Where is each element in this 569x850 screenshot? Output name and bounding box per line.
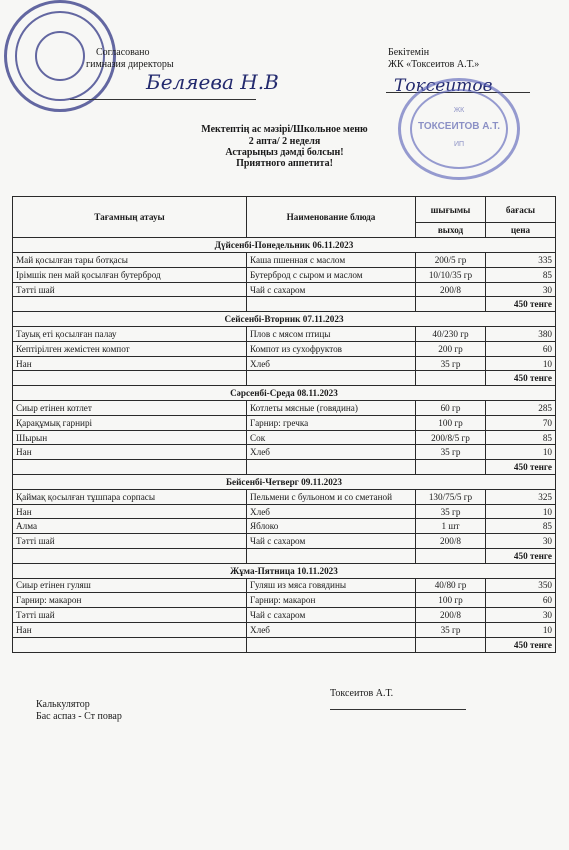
day-total-row — [13, 637, 556, 652]
approval-right-subtitle: ЖК «Токсеитов А.Т.» — [388, 59, 480, 70]
empty-cell — [416, 371, 486, 386]
dish-price: 60 — [486, 593, 556, 608]
dish-name-kz: Сиыр етінен гуляш — [13, 578, 247, 593]
dish-output: 200/8/5 гр — [416, 430, 486, 445]
dish-name-ru: Сок — [247, 430, 416, 445]
approval-left-subtitle: гимназия директоры — [86, 59, 174, 70]
menu-table — [12, 196, 556, 653]
table-row — [13, 593, 556, 608]
dish-price: 10 — [486, 356, 556, 371]
dish-name-ru: Хлеб — [247, 445, 416, 460]
day-header-row — [13, 238, 556, 253]
dish-output: 100 гр — [416, 415, 486, 430]
table-row — [13, 608, 556, 623]
dish-name-ru: Гарнир: гречка — [247, 415, 416, 430]
day-total: 450 тенге — [486, 460, 556, 475]
empty-cell — [416, 460, 486, 475]
stamp-top-text: ЖК — [453, 107, 465, 114]
right-signature: Токсеитов — [394, 76, 493, 96]
empty-cell — [247, 460, 416, 475]
greeting-kz: Астарыңыз дәмді болсын! — [225, 147, 344, 158]
dish-output: 1 шт — [416, 519, 486, 534]
dish-price: 85 — [486, 519, 556, 534]
dish-output: 100 гр — [416, 593, 486, 608]
dish-name-ru: Яблоко — [247, 519, 416, 534]
table-row — [13, 489, 556, 504]
dish-name-kz: Тәтті шай — [13, 608, 247, 623]
dish-price: 85 — [486, 267, 556, 282]
dish-name-ru: Компот из сухофруктов — [247, 341, 416, 356]
greeting-ru: Приятного аппетита! — [236, 158, 333, 169]
dish-output: 130/75/5 гр — [416, 489, 486, 504]
dish-name-ru: Пельмени с бульоном и со сметаной — [247, 489, 416, 504]
dish-price: 325 — [486, 489, 556, 504]
table-row — [13, 534, 556, 549]
header-kz-name: Тағамның атауы — [13, 197, 247, 238]
table-header-row — [13, 197, 556, 223]
day-label: Бейсенбі-Четверг 09.11.2023 — [13, 475, 556, 490]
table-row — [13, 401, 556, 416]
dish-name-kz: Қарақұмық гарнирі — [13, 415, 247, 430]
empty-cell — [13, 297, 247, 312]
dish-name-ru: Каша пшенная с маслом — [247, 253, 416, 268]
day-header-row — [13, 386, 556, 401]
dish-name-kz: Нан — [13, 445, 247, 460]
dish-name-kz: Алма — [13, 519, 247, 534]
dish-output: 200/8 — [416, 608, 486, 623]
dish-name-kz: Май қосылған тары ботқасы — [13, 253, 247, 268]
day-total: 450 тенге — [486, 371, 556, 386]
empty-cell — [13, 371, 247, 386]
dish-output: 35 гр — [416, 445, 486, 460]
day-total: 450 тенге — [486, 549, 556, 564]
dish-name-ru: Бутерброд с сыром и маслом — [247, 267, 416, 282]
header-price-ru: цена — [486, 223, 556, 238]
stamp-name: ТОКСЕИТОВ А.Т. — [417, 121, 501, 132]
dish-output: 200/5 гр — [416, 253, 486, 268]
dish-name-ru: Чай с сахаром — [247, 282, 416, 297]
empty-cell — [247, 637, 416, 652]
empty-cell — [247, 371, 416, 386]
table-row — [13, 445, 556, 460]
dish-price: 30 — [486, 608, 556, 623]
table-row — [13, 578, 556, 593]
day-header-row — [13, 312, 556, 327]
dish-name-kz: Тәтті шай — [13, 534, 247, 549]
dish-price: 30 — [486, 282, 556, 297]
footer-name: Токсеитов А.Т. — [330, 688, 394, 699]
footer-calculator: Калькулятор — [36, 699, 90, 710]
dish-name-kz: Нан — [13, 622, 247, 637]
day-total-row — [13, 460, 556, 475]
dish-name-kz: Тауық еті қосылған палау — [13, 327, 247, 342]
table-row — [13, 282, 556, 297]
table-row — [13, 253, 556, 268]
day-label: Сәрсенбі-Среда 08.11.2023 — [13, 386, 556, 401]
dish-name-kz: Сиыр етінен котлет — [13, 401, 247, 416]
day-total-row — [13, 371, 556, 386]
header-ru-name: Наименование блюда — [247, 197, 416, 238]
empty-cell — [247, 549, 416, 564]
dish-name-ru: Плов с мясом птицы — [247, 327, 416, 342]
day-label: Сейсенбі-Вторник 07.11.2023 — [13, 312, 556, 327]
dish-price: 335 — [486, 253, 556, 268]
empty-cell — [13, 549, 247, 564]
left-signature: Беляева Н.В — [146, 70, 279, 94]
dish-name-ru: Гуляш из мяса говядины — [247, 578, 416, 593]
dish-price: 350 — [486, 578, 556, 593]
header-price-kz: бағасы — [486, 197, 556, 223]
header-output-kz: шығымы — [416, 197, 486, 223]
dish-price: 10 — [486, 504, 556, 519]
table-row — [13, 327, 556, 342]
approval-left-title: Согласовано — [96, 47, 150, 58]
table-row — [13, 341, 556, 356]
dish-output: 40/230 гр — [416, 327, 486, 342]
day-header-row — [13, 563, 556, 578]
dish-price: 85 — [486, 430, 556, 445]
day-label: Дүйсенбі-Понедельник 06.11.2023 — [13, 238, 556, 253]
dish-output: 35 гр — [416, 504, 486, 519]
dish-output: 60 гр — [416, 401, 486, 416]
menu-table-body — [13, 197, 556, 653]
dish-name-ru: Хлеб — [247, 356, 416, 371]
dish-output: 40/80 гр — [416, 578, 486, 593]
menu-title: Мектептің ас мәзірі/Школьное меню — [201, 124, 368, 135]
dish-name-ru: Котлеты мясные (говядина) — [247, 401, 416, 416]
dish-name-kz: Кептірілген жемістен компот — [13, 341, 247, 356]
week-label: 2 апта/ 2 неделя — [248, 136, 321, 147]
table-row — [13, 356, 556, 371]
dish-output: 200 гр — [416, 341, 486, 356]
dish-name-kz: Тәтті шай — [13, 282, 247, 297]
dish-output: 200/8 — [416, 282, 486, 297]
dish-name-kz: Шырын — [13, 430, 247, 445]
day-total: 450 тенге — [486, 297, 556, 312]
dish-name-ru: Гарнир: макарон — [247, 593, 416, 608]
table-row — [13, 267, 556, 282]
empty-cell — [13, 460, 247, 475]
empty-cell — [13, 637, 247, 652]
day-header-row — [13, 475, 556, 490]
footer-chef: Бас аспаз - Ст повар — [36, 711, 122, 722]
table-row — [13, 519, 556, 534]
dish-name-kz: Қаймақ қосылған тұшпара сорпасы — [13, 489, 247, 504]
empty-cell — [416, 637, 486, 652]
dish-name-ru: Чай с сахаром — [247, 534, 416, 549]
dish-output: 10/10/35 гр — [416, 267, 486, 282]
dish-output: 200/8 — [416, 534, 486, 549]
empty-cell — [247, 297, 416, 312]
table-row — [13, 622, 556, 637]
stamp-bottom-text: ИП — [453, 141, 465, 148]
dish-name-ru: Хлеб — [247, 622, 416, 637]
day-total-row — [13, 549, 556, 564]
footer-signature-line — [330, 709, 466, 710]
empty-cell — [416, 549, 486, 564]
dish-name-kz: Нан — [13, 356, 247, 371]
day-total: 450 тенге — [486, 637, 556, 652]
dish-price: 285 — [486, 401, 556, 416]
day-total-row — [13, 297, 556, 312]
dish-name-kz: Ірімшік пен май қосылған бутерброд — [13, 267, 247, 282]
dish-price: 60 — [486, 341, 556, 356]
dish-price: 10 — [486, 622, 556, 637]
dish-price: 70 — [486, 415, 556, 430]
dish-price: 10 — [486, 445, 556, 460]
left-signature-line — [70, 99, 256, 100]
table-row — [13, 430, 556, 445]
dish-name-kz: Нан — [13, 504, 247, 519]
dish-output: 35 гр — [416, 356, 486, 371]
day-label: Жұма-Пятница 10.11.2023 — [13, 563, 556, 578]
dish-name-ru: Чай с сахаром — [247, 608, 416, 623]
table-row — [13, 415, 556, 430]
approval-right-title: Бекітемін — [388, 47, 430, 58]
dish-output: 35 гр — [416, 622, 486, 637]
dish-name-ru: Хлеб — [247, 504, 416, 519]
dish-price: 380 — [486, 327, 556, 342]
dish-name-kz: Гарнир: макарон — [13, 593, 247, 608]
header-output-ru: выход — [416, 223, 486, 238]
table-row — [13, 504, 556, 519]
dish-price: 30 — [486, 534, 556, 549]
empty-cell — [416, 297, 486, 312]
